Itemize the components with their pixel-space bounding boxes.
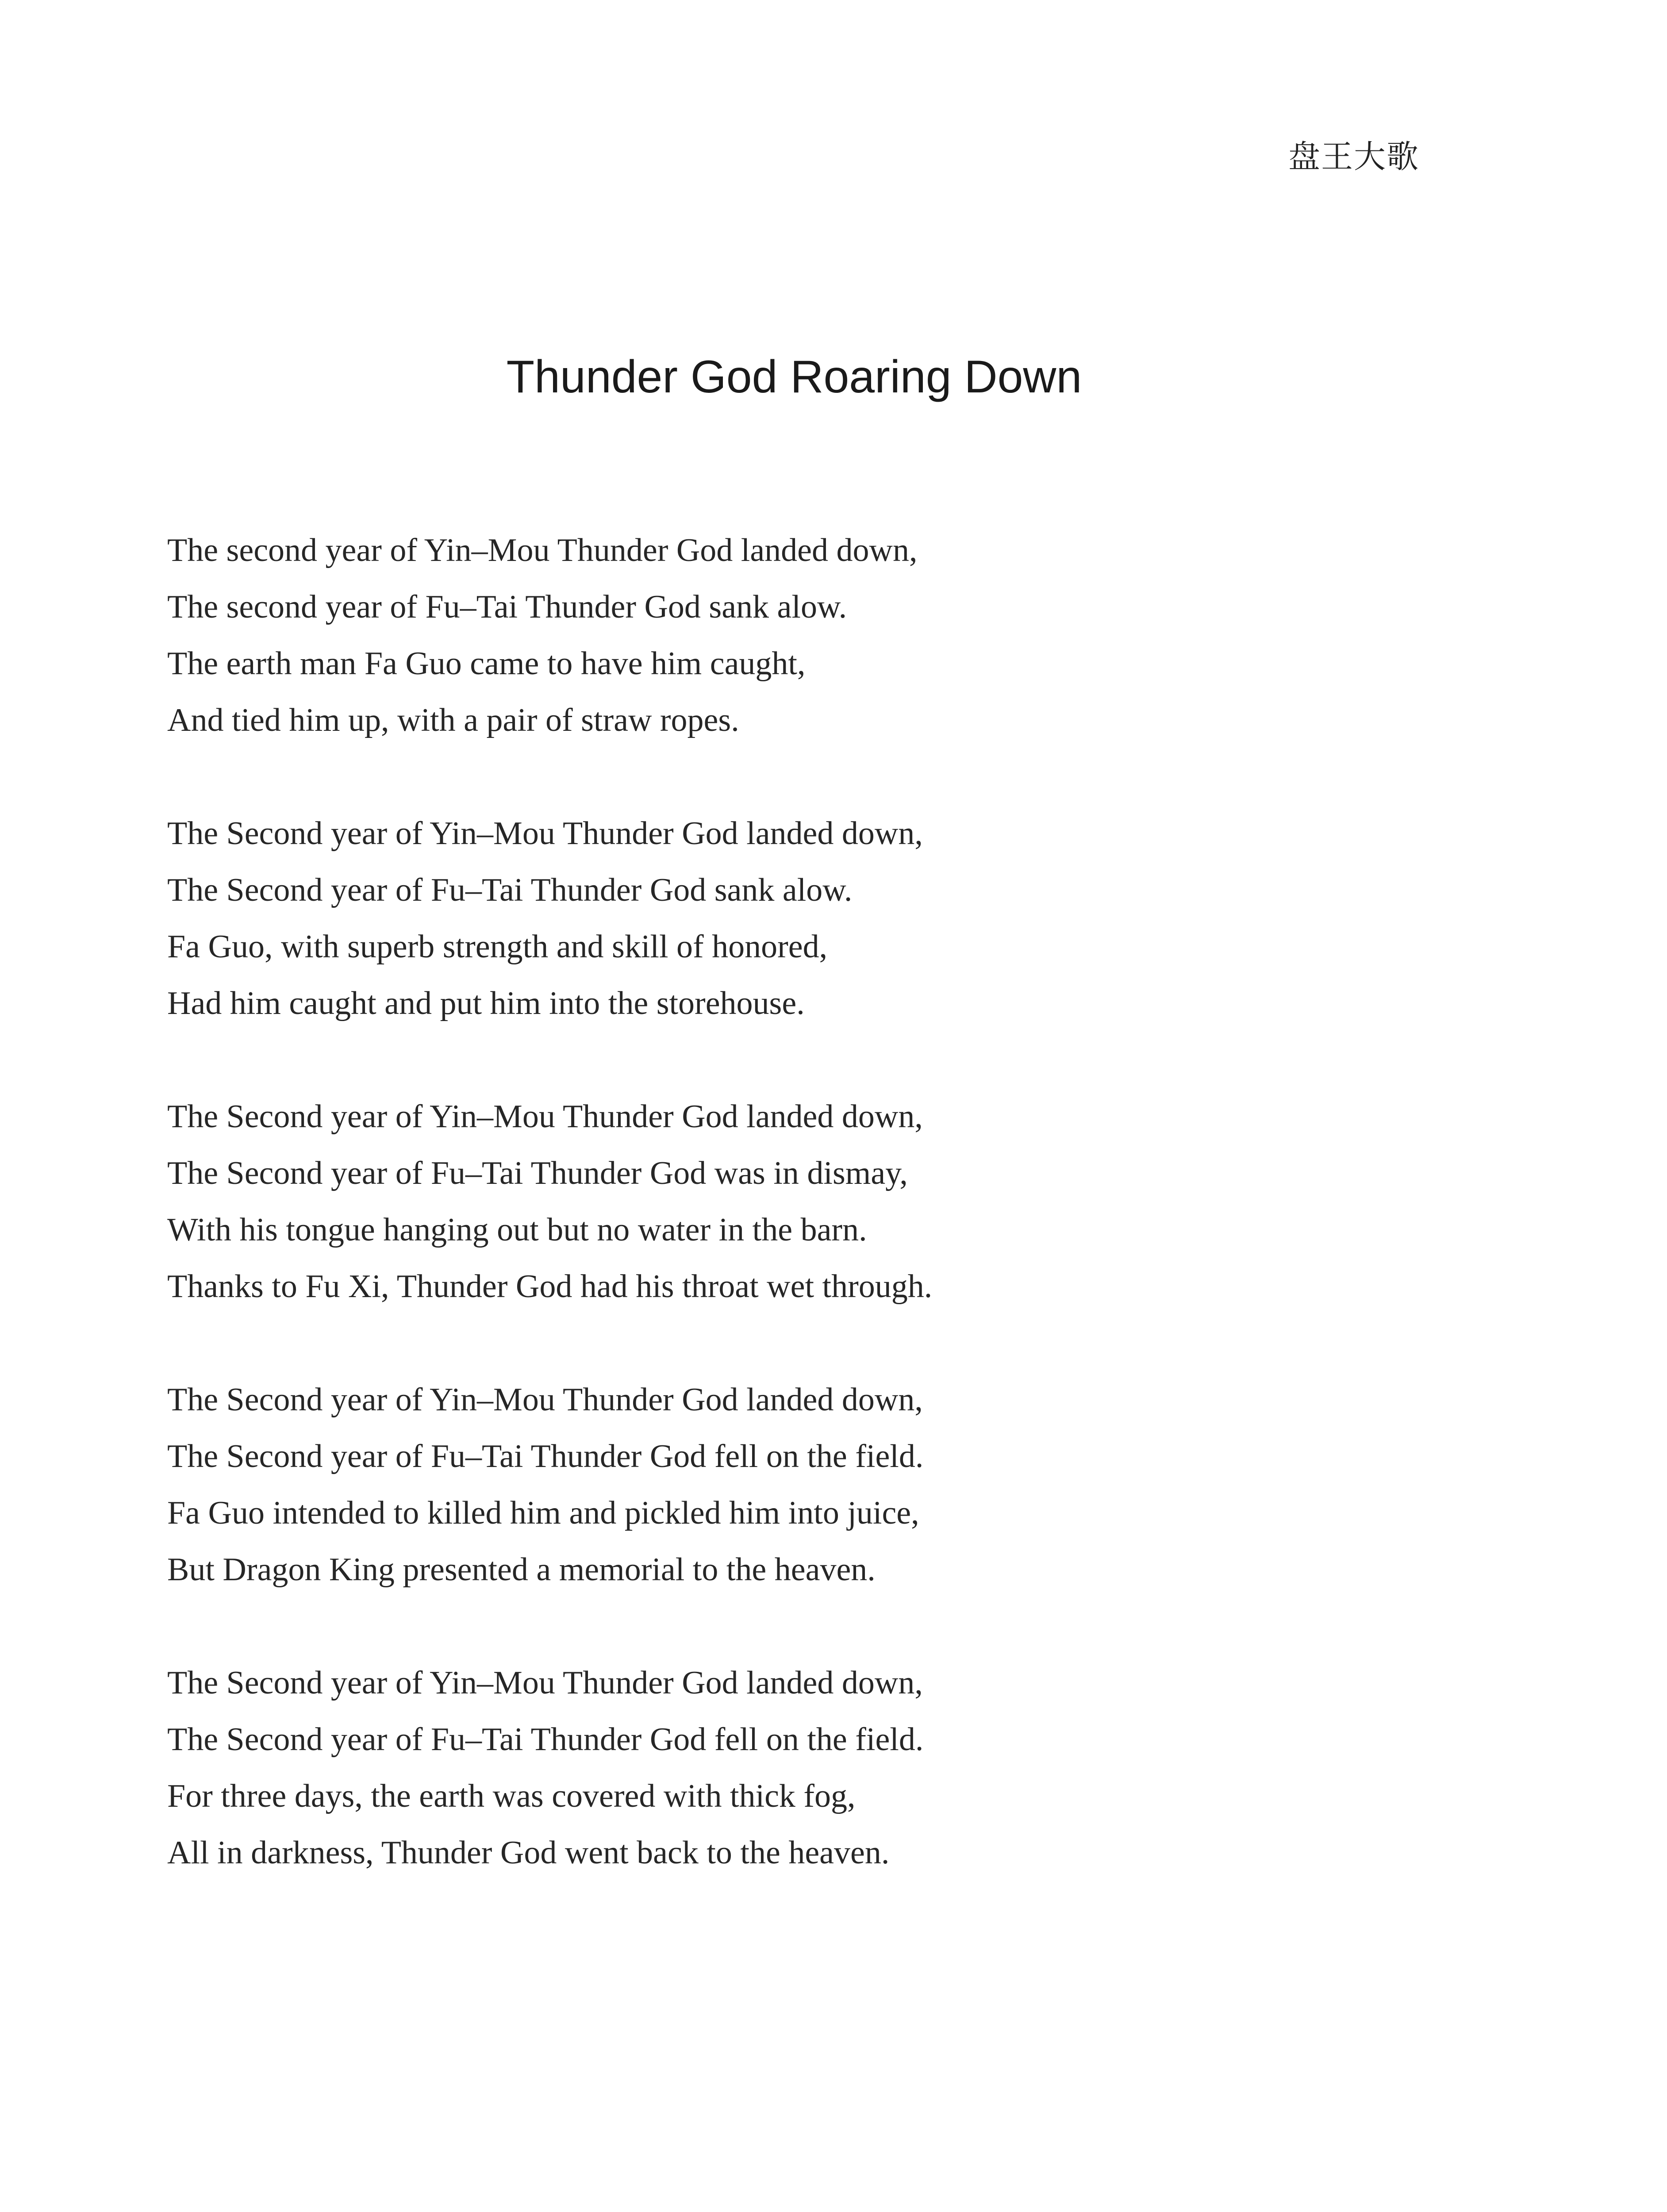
poem-line: But Dragon King presented a memorial to the heaven. [167, 1551, 876, 1588]
poem-line: For three days, the earth was covered with thick fog, [167, 1778, 856, 1814]
stanza-3 [167, 1088, 1317, 1315]
poem-line: Thanks to Fu Xi, Thunder God had his throat wet through. [167, 1268, 933, 1305]
stanza-4 [167, 1371, 1317, 1598]
poem-line: Had him caught and put him into the storehouse. [167, 985, 805, 1022]
poem-line: The earth man Fa Guo came to have him caught, [167, 645, 806, 682]
poem-line: The Second year of Fu–Tai Thunder God fell on the field. [167, 1721, 924, 1758]
poem-line: The Second year of Yin–Mou Thunder God landed down, [167, 1665, 923, 1701]
poem-line: The Second year of Yin–Mou Thunder God landed down, [167, 1098, 923, 1135]
poem-line: The second year of Fu–Tai Thunder God sank alow. [167, 589, 847, 625]
poem-line: With his tongue hanging out but no water in the barn. [167, 1212, 867, 1248]
poem-line: The Second year of Fu–Tai Thunder God fell on the field. [167, 1438, 924, 1475]
poem-line: Fa Guo, with superb strength and skill of honored, [167, 929, 828, 965]
poem-body [167, 522, 1317, 1938]
poem-line: The Second year of Yin–Mou Thunder God landed down, [167, 1382, 923, 1418]
poem-line: The second year of Yin–Mou Thunder God landed down, [167, 532, 918, 568]
poem-line: The Second year of Fu–Tai Thunder God was in dismay, [167, 1155, 908, 1191]
poem-line: And tied him up, with a pair of straw ropes. [167, 702, 739, 738]
stanza-5 [167, 1655, 1317, 1881]
poem-line: Fa Guo intended to killed him and pickled him into juice, [167, 1495, 919, 1531]
stanza-1 [167, 522, 1317, 749]
poem-title: Thunder God Roaring Down [506, 351, 1082, 403]
poem-line: The Second year of Yin–Mou Thunder God landed down, [167, 815, 923, 852]
poem-line: The Second year of Fu–Tai Thunder God sank alow. [167, 872, 853, 908]
stanza-2 [167, 805, 1317, 1032]
running-header: 盘王大歌 [1288, 138, 1419, 175]
poem-line: All in darkness, Thunder God went back to the heaven. [167, 1835, 890, 1871]
